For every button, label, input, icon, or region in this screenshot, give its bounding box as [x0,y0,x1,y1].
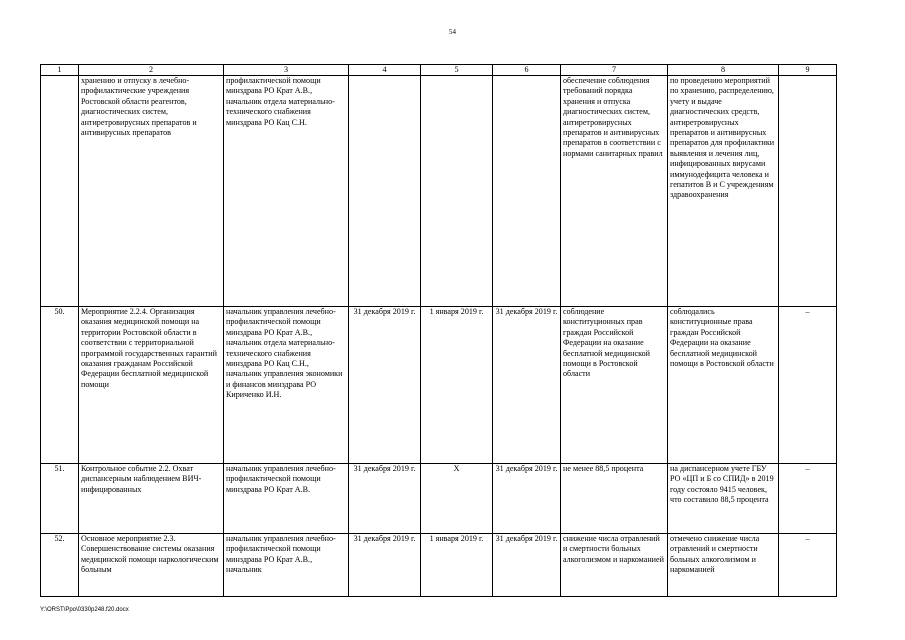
table-row [41,307,837,464]
actual-end-date: 31 декабря 2019 г. [493,534,561,597]
page-number: 54 [449,28,456,36]
responsible-person: начальник управления лечебно-профилактической помощи минздрава РО Крат А.В., начальник [224,534,349,597]
table-row [41,464,837,534]
header-cell-3: 3 [224,65,349,76]
activity-name: Мероприятие 2.2.4. Организация оказания медицинской помощи на территории Ростовской области в соответствии с территориальной программой государственных гарантий оказания гражданам Российской Федерации бесплатной медицинской помощи [79,307,224,464]
actual-start-date: 1 января 2019 г. [421,307,493,464]
header-cell-6: 6 [493,65,561,76]
planned-end-date: 31 декабря 2019 г. [349,307,421,464]
actual-start-date: Х [421,464,493,534]
row-number: 50. [41,307,79,464]
actual-result: соблюдались конституционные права граждан Российской Федерации на оказание бесплатной медицинской помощи в Ростовской области [668,307,779,464]
header-cell-2: 2 [79,65,224,76]
note: – [779,307,837,464]
header-row [41,65,837,76]
row-number [41,76,79,307]
planned-end-date: 31 декабря 2019 г. [349,534,421,597]
header-cell-1: 1 [41,65,79,76]
table-row [41,534,837,597]
note: – [779,534,837,597]
planned-result: соблюдение конституционных прав граждан Российской Федерации на оказание бесплатной медицинской помощи в Ростовской области [561,307,668,464]
row-number: 52. [41,534,79,597]
actual-end-date [493,76,561,307]
actual-start-date [421,76,493,307]
activity-name: хранению и отпуску в лечебно-профилактические учреждения Ростовской области реагентов, диагностических систем, антиретровирусных препаратов и антивирусных препаратов [79,76,224,307]
actual-result: по проведению мероприятий по хранению, распределению, учету и выдаче диагностических средств, антиретровирусных препаратов и антивирусных препаратов для профилактики выявления и лечения лиц, инфицированных вирусами иммунодефицита человека и гепатитов В и С учреждениям здравоохранения [668,76,779,307]
actual-end-date: 31 декабря 2019 г. [493,307,561,464]
header-cell-7: 7 [561,65,668,76]
responsible-person: профилактической помощи минздрава РО Крат А.В., начальник отдела материально-технического снабжения минздрава РО Кац С.Н. [224,76,349,307]
header-cell-8: 8 [668,65,779,76]
header-cell-4: 4 [349,65,421,76]
header-cell-5: 5 [421,65,493,76]
note [779,76,837,307]
planned-result: обеспечение соблюдения требований порядка хранения и отпуска диагностических систем, антиретровирусных препаратов и антивирусных препаратов в соответствии с нормами санитарных правил [561,76,668,307]
note: – [779,464,837,534]
actual-result: на диспансерном учете ГБУ РО «ЦП и Б со СПИД» в 2019 году состояло 9415 человек, что составило 88,5 процента [668,464,779,534]
header-cell-9: 9 [779,65,837,76]
responsible-person: начальник управления лечебно-профилактической помощи минздрава РО Крат А.В., начальник отдела материально-технического снабжения минздрава РО Кац С.Н., начальник управления экономики и финансов минздрава РО Кириченко И.Н. [224,307,349,464]
planned-end-date [349,76,421,307]
planned-end-date: 31 декабря 2019 г. [349,464,421,534]
planned-result: снижение числа отравлений и смертности больных алкоголизмом и наркоманией [561,534,668,597]
report-table [40,64,837,597]
table-row [41,76,837,307]
document-path-footer: Y:\ORST\Ppo\0330p248.f20.docx [40,607,129,613]
actual-start-date: 1 января 2019 г. [421,534,493,597]
row-number: 51. [41,464,79,534]
actual-result: отмечено снижение числа отравлений и смертности больных алкоголизмом и наркоманией [668,534,779,597]
activity-name: Контрольное событие 2.2. Охват диспансерным наблюдением ВИЧ-инфицированных [79,464,224,534]
responsible-person: начальник управления лечебно-профилактической помощи минздрава РО Крат А.В. [224,464,349,534]
actual-end-date: 31 декабря 2019 г. [493,464,561,534]
planned-result: не менее 88,5 процента [561,464,668,534]
activity-name: Основное мероприятие 2.3. Совершенствование системы оказания медицинской помощи наркологическим больным [79,534,224,597]
